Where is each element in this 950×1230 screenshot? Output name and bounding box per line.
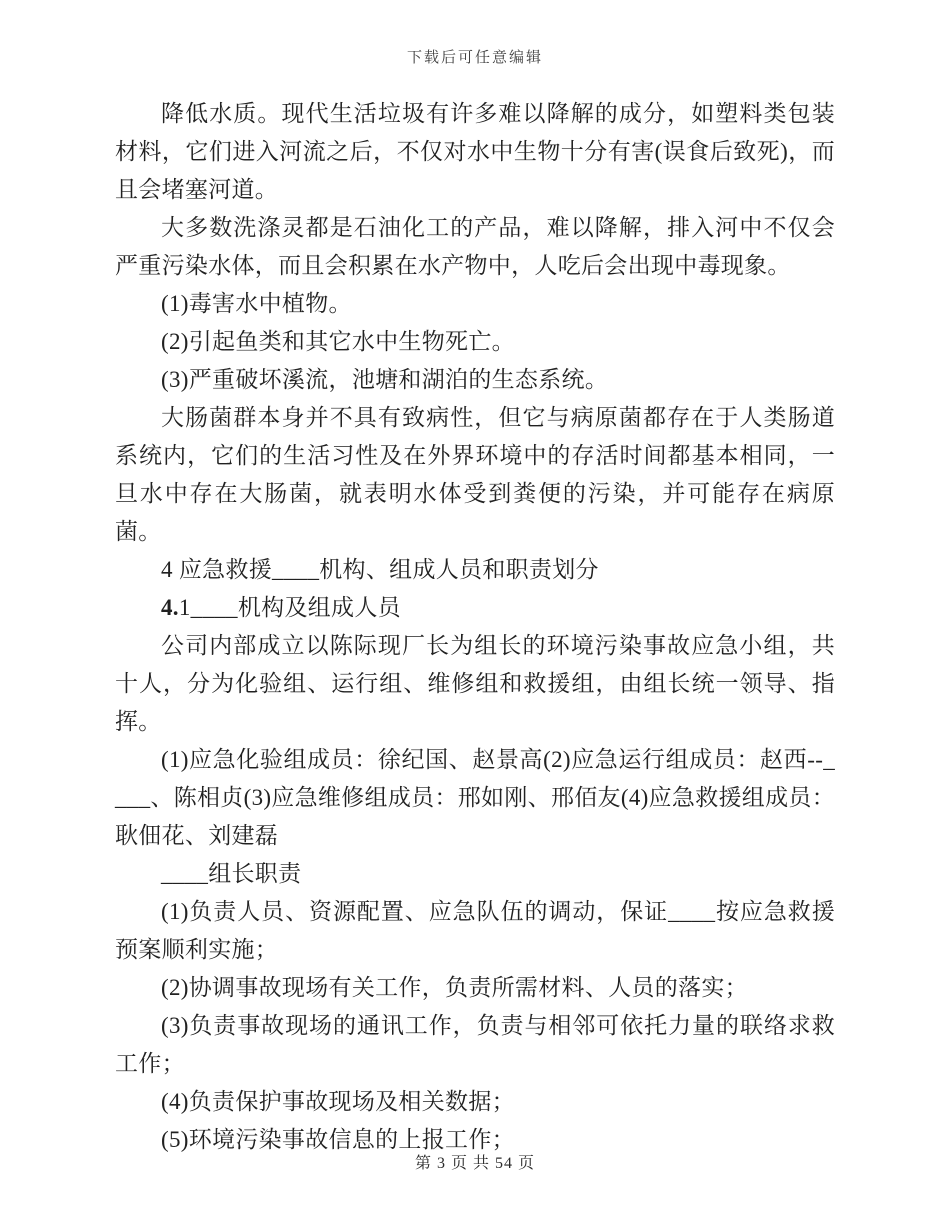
section-heading-4-1	[115, 589, 835, 627]
document-body	[115, 95, 835, 1159]
heading-text: 1____机构及组成人员	[178, 595, 401, 620]
subheading-group-leader-duties: ____组长职责	[161, 861, 302, 886]
list-item: (1)负责人员、资源配置、应急队伍的调动，保证____按应急救援预案顺利实施；	[115, 899, 835, 962]
list-item: (2)引起鱼类和其它水中生物死亡。	[161, 329, 515, 354]
list-item: (4)负责保护事故现场及相关数据；	[161, 1089, 515, 1114]
list-item: (1)毒害水中植物。	[161, 291, 352, 316]
list-item: (3)负责事故现场的通讯工作，负责与相邻可依托力量的联络求救工作；	[115, 1013, 835, 1076]
section-heading-4: 4 应急救援____机构、组成人员和职责划分	[161, 557, 599, 582]
heading-number-bold: 4.	[161, 595, 179, 620]
paragraph: 大多数洗涤灵都是石油化工的产品，难以降解，排入河中不仅会严重污染水体，而且会积累在水产物中，人吃后会出现中毒现象。	[115, 215, 835, 278]
list-item: (5)环境污染事故信息的上报工作；	[161, 1127, 515, 1152]
page-header-watermark: 下载后可任意编辑	[406, 50, 543, 66]
paragraph: (1)应急化验组成员：徐纪国、赵景高(2)应急运行组成员：赵西--____、陈相贞(3)应急维修组成员：邢如刚、邢佰友(4)应急救援组成员：耿佃花、刘建磊	[115, 747, 835, 848]
page-number-footer: 第 3 页 共 54 页	[414, 1155, 535, 1172]
list-item: (2)协调事故现场有关工作，负责所需材料、人员的落实；	[161, 975, 748, 1000]
paragraph: 大肠菌群本身并不具有致病性，但它与病原菌都存在于人类肠道系统内，它们的生活习性及在外界环境中的存活时间都基本相同，一旦水中存在大肠菌，就表明水体受到粪便的污染，并可能存在病原菌。	[115, 405, 835, 544]
list-item: (3)严重破坏溪流，池塘和湖泊的生态系统。	[161, 367, 609, 392]
paragraph: 公司内部成立以陈际现厂长为组长的环境污染事故应急小组，共十人，分为化验组、运行组、维修组和救援组，由组长统一领导、指挥。	[115, 633, 835, 734]
paragraph: 降低水质。现代生活垃圾有许多难以降解的成分，如塑料类包装材料，它们进入河流之后，不仅对水中生物十分有害(误食后致死)，而且会堵塞河道。	[115, 101, 835, 202]
